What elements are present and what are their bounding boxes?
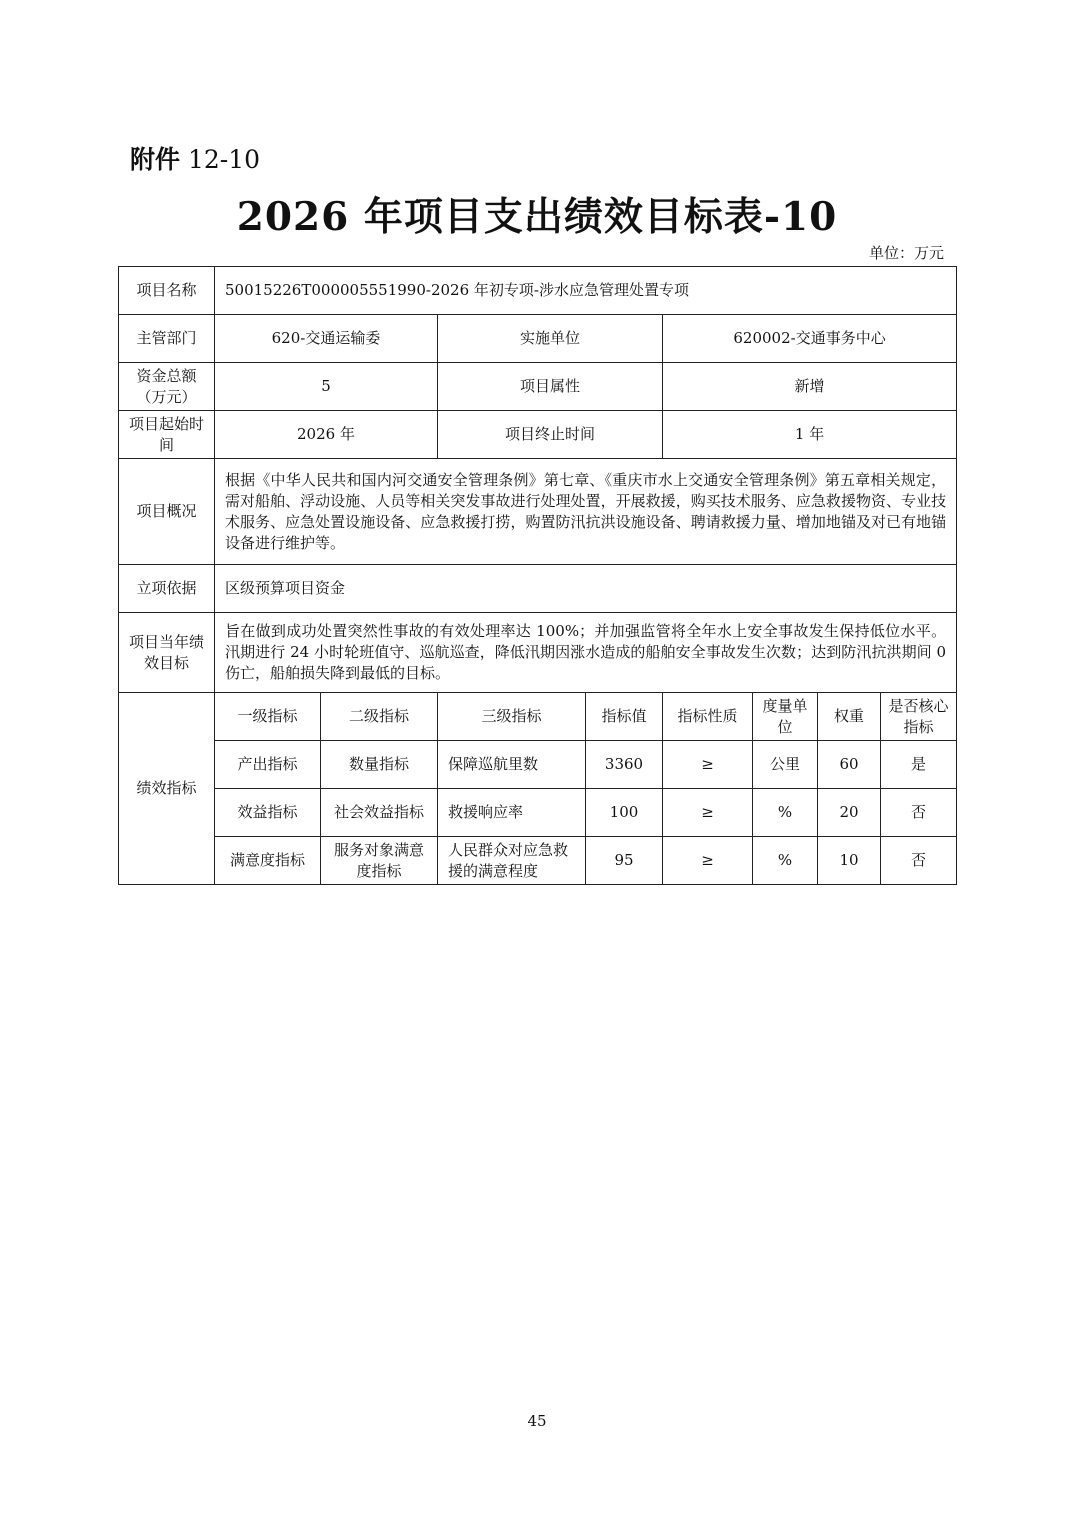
indicator-row <box>119 741 957 789</box>
header-cell: 度量单位 <box>753 693 818 741</box>
weight-cell: 60 <box>818 741 881 789</box>
level3-cell: 保障巡航里数 <box>438 741 586 789</box>
header-cell: 一级指标 <box>215 693 321 741</box>
level1-cell: 满意度指标 <box>215 837 321 885</box>
attachment-number: 12-10 <box>187 145 261 174</box>
project-name-label: 项目名称 <box>119 267 215 315</box>
level3-cell: 人民群众对应急救援的满意程度 <box>438 837 586 885</box>
start-label: 项目起始时间 <box>119 411 215 459</box>
unit-cell: % <box>753 789 818 837</box>
attr-label: 项目属性 <box>438 363 663 411</box>
project-name-value: 50015226T000005551990-2026 年初专项-涉水应急管理处置专项 <box>215 267 957 315</box>
header-cell: 指标性质 <box>663 693 753 741</box>
end-label: 项目终止时间 <box>438 411 663 459</box>
overview-value: 根据《中华人民共和国内河交通安全管理条例》第七章、《重庆市水上交通安全管理条例》第五章相关规定，需对船舶、浮动设施、人员等相关突发事故进行处理处置，开展救援，购买技术服务、应急救援物资、专业技术服务、应急处置设施设备、应急救援打捞，购置防汛抗洪设施设备、聘请救援力量、增加地锚及对已有地锚设备进行维护等。 <box>215 459 957 565</box>
value-cell: 3360 <box>586 741 663 789</box>
header-cell: 权重 <box>818 693 881 741</box>
level2-cell: 服务对象满意度指标 <box>321 837 438 885</box>
level1-cell: 产出指标 <box>215 741 321 789</box>
fund-value: 5 <box>215 363 438 411</box>
level2-cell: 数量指标 <box>321 741 438 789</box>
page-number: 45 <box>527 1412 547 1430</box>
indicator-row <box>119 789 957 837</box>
indicator-row <box>119 837 957 885</box>
basis-label: 立项依据 <box>119 565 215 613</box>
unit-cell: 公里 <box>753 741 818 789</box>
start-value: 2026 年 <box>215 411 438 459</box>
goal-value: 旨在做到成功处置突然性事故的有效处理率达 100%；并加强监管将全年水上安全事故发生保持低位水平。汛期进行 24 小时轮班值守、巡航巡查，降低汛期因涨水造成的船舶安全事故发生次数；达到防汛抗洪期间 0 伤亡，船舶损失降到最低的目标。 <box>215 613 957 693</box>
indicators-section-label: 绩效指标 <box>119 693 215 885</box>
nature-cell: ≥ <box>663 837 753 885</box>
level1-cell: 效益指标 <box>215 789 321 837</box>
core-cell: 否 <box>881 789 957 837</box>
unit-cell: % <box>753 837 818 885</box>
unit-label: 单位：万元 <box>868 244 944 262</box>
attachment-label: 附件 12-10 <box>130 145 261 174</box>
attr-value: 新增 <box>663 363 957 411</box>
impl-label: 实施单位 <box>438 315 663 363</box>
header-cell: 指标值 <box>586 693 663 741</box>
nature-cell: ≥ <box>663 741 753 789</box>
dept-value: 620-交通运输委 <box>215 315 438 363</box>
level2-cell: 社会效益指标 <box>321 789 438 837</box>
header-cell: 是否核心指标 <box>881 693 957 741</box>
performance-table <box>118 266 957 885</box>
nature-cell: ≥ <box>663 789 753 837</box>
core-cell: 是 <box>881 741 957 789</box>
overview-label: 项目概况 <box>119 459 215 565</box>
fund-label: 资金总额（万元） <box>119 363 215 411</box>
header-cell: 三级指标 <box>438 693 586 741</box>
weight-cell: 20 <box>818 789 881 837</box>
dept-label: 主管部门 <box>119 315 215 363</box>
goal-label: 项目当年绩效目标 <box>119 613 215 693</box>
level3-cell: 救援响应率 <box>438 789 586 837</box>
header-cell: 二级指标 <box>321 693 438 741</box>
page-title: 2026 年项目支出绩效目标表-10 <box>236 194 838 240</box>
value-cell: 100 <box>586 789 663 837</box>
impl-value: 620002-交通事务中心 <box>663 315 957 363</box>
end-value: 1 年 <box>663 411 957 459</box>
core-cell: 否 <box>881 837 957 885</box>
weight-cell: 10 <box>818 837 881 885</box>
basis-value: 区级预算项目资金 <box>215 565 957 613</box>
value-cell: 95 <box>586 837 663 885</box>
